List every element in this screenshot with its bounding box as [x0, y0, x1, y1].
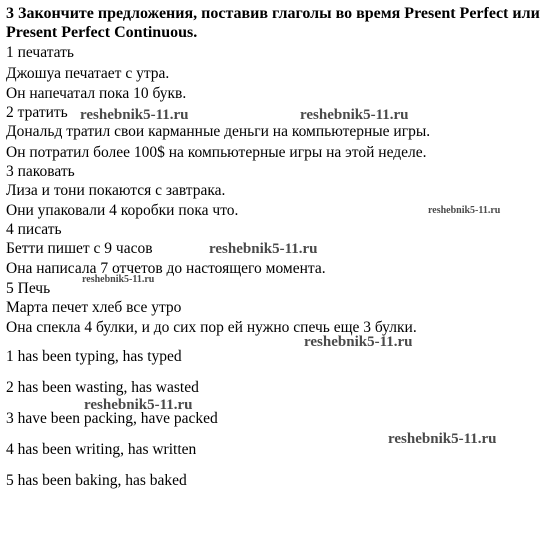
watermark: reshebnik5-11.ru: [300, 107, 409, 123]
answer-5: 5 has been baking, has baked: [6, 472, 187, 489]
watermark: reshebnik5-11.ru: [304, 334, 413, 350]
task-2-verb: 2 тратить: [6, 104, 68, 121]
task-3-verb: 3 паковать: [6, 163, 75, 180]
task-1-sentence-1: Джошуа печатает с утра.: [6, 65, 170, 82]
task-2-sentence-1: Дональд тратил свои карманные деньги на компьютерные игры.: [6, 123, 431, 140]
answer-4: 4 has been writing, has written: [6, 441, 197, 458]
watermark: reshebnik5-11.ru: [428, 205, 501, 216]
task-5-verb: 5 Печь: [6, 280, 51, 297]
task-5-sentence-2: Она спекла 4 булки, и до сих пор ей нужно спечь еще 3 булки.: [6, 319, 417, 336]
answer-3: 3 have been packing, have packed: [6, 410, 218, 427]
watermark: reshebnik5-11.ru: [388, 431, 497, 447]
task-4-verb: 4 писать: [6, 221, 62, 238]
watermark: reshebnik5-11.ru: [82, 274, 155, 285]
answer-2: 2 has been wasting, has wasted: [6, 379, 199, 396]
exercise-title: 3 Закончите предложения, поставив глаголы во время Present Perfect или Present Perfect Continuous.: [6, 5, 540, 41]
watermark: reshebnik5-11.ru: [80, 107, 189, 123]
watermark: reshebnik5-11.ru: [84, 397, 193, 413]
task-1-verb: 1 печатать: [6, 44, 74, 61]
task-3-sentence-2: Они упаковали 4 коробки пока что.: [6, 202, 239, 219]
watermark: reshebnik5-11.ru: [209, 241, 318, 257]
task-1-sentence-2: Он напечатал пока 10 букв.: [6, 85, 187, 102]
answer-1: 1 has been typing, has typed: [6, 348, 182, 365]
task-2-sentence-2: Он потратил более 100$ на компьютерные игры на этой неделе.: [6, 144, 427, 161]
task-4-sentence-2: Она написала 7 отчетов до настоящего момента.: [6, 260, 326, 277]
task-5-sentence-1: Марта печет хлеб все утро: [6, 299, 182, 316]
task-3-sentence-1: Лиза и тони покаются с завтрака.: [6, 182, 226, 199]
task-4-sentence-1: Бетти пишет с 9 часов: [6, 240, 153, 257]
